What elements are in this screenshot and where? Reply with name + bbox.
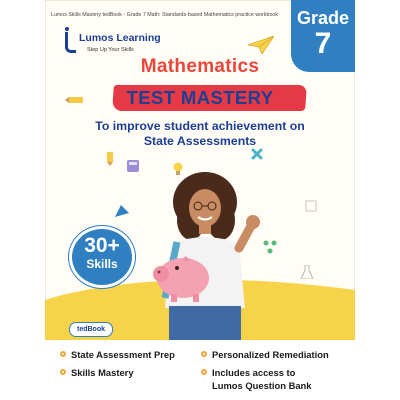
- multiply-icon: [251, 148, 263, 160]
- arrow-icon: [115, 205, 129, 217]
- feature-item-continued: Lumos Question Bank: [212, 380, 312, 391]
- title-mathematics: Mathematics: [140, 56, 260, 77]
- skills-badge: [69, 226, 135, 288]
- grade-number: 7: [314, 27, 332, 60]
- paper-plane-icon: [248, 36, 274, 54]
- features-panel: [45, 340, 355, 400]
- title-test-mastery: TEST MASTERY: [126, 87, 274, 108]
- feature-item: Skills Mastery: [71, 367, 134, 378]
- bullet-icon: [201, 351, 207, 357]
- book-cover: [45, 0, 355, 400]
- subtitle-line-2: State Assessments: [143, 134, 257, 148]
- skills-label: Skills: [86, 257, 118, 271]
- feature-item: Includes access to: [212, 367, 295, 378]
- cover-subtitle: [45, 119, 355, 149]
- grade-label: Grade: [296, 8, 350, 28]
- cube-icon: [305, 200, 317, 212]
- pencil-small-icon: [105, 152, 115, 166]
- skills-count: 30+: [84, 234, 120, 257]
- pencil-icon: [65, 95, 83, 105]
- bullet-icon: [60, 351, 66, 357]
- feature-item: State Assessment Prep: [71, 349, 175, 360]
- student-illustration: [135, 168, 275, 340]
- logo-tagline: Step Up Your Skills: [87, 47, 134, 53]
- logo-name: Lumos Learning: [79, 32, 161, 44]
- tedbook-logo: tedBook: [69, 322, 113, 337]
- feature-item: Personalized Remediation: [212, 349, 329, 360]
- subtitle-line-1: To improve student achievement on: [95, 119, 305, 133]
- bullet-icon: [60, 369, 66, 375]
- lumos-logo-icon: [65, 32, 76, 53]
- bullet-icon: [201, 369, 207, 375]
- cover-top-strip: Lumos Skills Mastery tedBook - Grade 7 Math: Standards-based Mathematics practice workbook: [51, 12, 278, 18]
